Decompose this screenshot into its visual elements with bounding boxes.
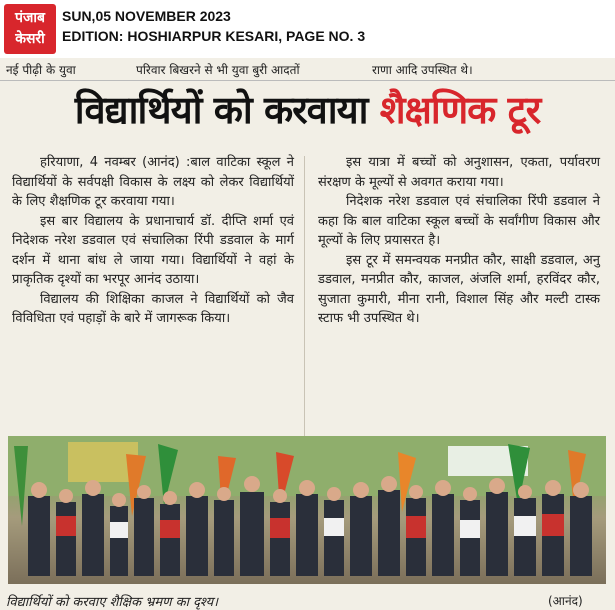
page-header bbox=[0, 0, 615, 58]
article-column-right bbox=[318, 153, 600, 329]
edition-name: EDITION: HOSHIARPUR KESARI, PAGE NO. 3 bbox=[62, 28, 366, 44]
logo-line-2: केसरी bbox=[15, 31, 45, 47]
photo-credit: (आनंद) bbox=[548, 594, 583, 608]
headline-part-1: विद्यार्थियों को करवाया bbox=[74, 88, 380, 132]
logo-line-1: पंजाब bbox=[15, 10, 45, 26]
headline-part-2: शैक्षणिक टूर bbox=[379, 88, 541, 132]
strip-item-3: राणा आदि उपस्थित थे। bbox=[372, 63, 473, 77]
article-column-left bbox=[12, 153, 294, 329]
right-paragraph-1: इस यात्रा में बच्चों को अनुशासन, एकता, पर्यावरण संरक्षण के मूल्यों से अवगत कराया गया। bbox=[318, 155, 600, 190]
news-clipping bbox=[0, 58, 615, 610]
column-divider bbox=[304, 156, 305, 478]
punjab-kesari-logo bbox=[4, 4, 56, 54]
group-photo bbox=[8, 436, 606, 584]
strip-item-2: परिवार बिखरने से भी युवा बुरी आदतों bbox=[136, 63, 300, 77]
left-paragraph-2: इस बार विद्यालय के प्रधानाचार्य डॉ. दीप्ति शर्मा एवं निदेशक नरेश डडवाल एवं संचालिका रिंपी डडवाल के मार्ग दर्शन में थाना बांध ले जाया गया। विद्यार्थियों ने वहां के प्राकृतिक दृश्यों का भरपूर आनंद उठाया। bbox=[12, 213, 294, 287]
previous-article-strip bbox=[0, 58, 615, 81]
edition-date: SUN,05 NOVEMBER 2023 bbox=[62, 8, 231, 24]
right-paragraph-3: इस टूर में समन्वयक मनप्रीत कौर, साक्षी डडवाल, अनु डडवाल, मनप्रीत कौर, काजल, अंजलि शर्मा, हरविंदर कौर, सुजाता कुमारी, मीना रानी, विशाल सिंह और मल्टी टास्क स्टाफ भी उपस्थित थे। bbox=[318, 252, 600, 326]
left-paragraph-3: विद्यालय की शिक्षिका काजल ने विद्यार्थियों को जैव विविधिता एवं पहाड़ों के बारे में जागरूक किया। bbox=[12, 291, 294, 326]
right-paragraph-2: निदेशक नरेश डडवाल एवं संचालिका रिंपी डडवाल ने कहा कि बाल वाटिका स्कूल बच्चों के सर्वांगीण विकास और मूल्यों के लिए प्रयासरत है। bbox=[318, 194, 600, 248]
strip-item-1: नई पीढ़ी के युवा bbox=[6, 63, 76, 77]
edition-meta bbox=[62, 6, 365, 46]
article-headline bbox=[0, 86, 615, 134]
photo-caption: विद्यार्थियों को करवाए शैक्षिक भ्रमण का दृश्य। bbox=[6, 595, 219, 610]
left-paragraph-1: हरियाणा, 4 नवम्बर (आनंद) :बाल वाटिका स्कूल ने विद्यार्थियों के सर्वपक्षी विकास के लक्ष्य को लेकर विद्यार्थियों के लिए शैक्षणिक टूर करवाया गया। bbox=[12, 155, 294, 209]
group-photo-illustration bbox=[8, 436, 606, 584]
